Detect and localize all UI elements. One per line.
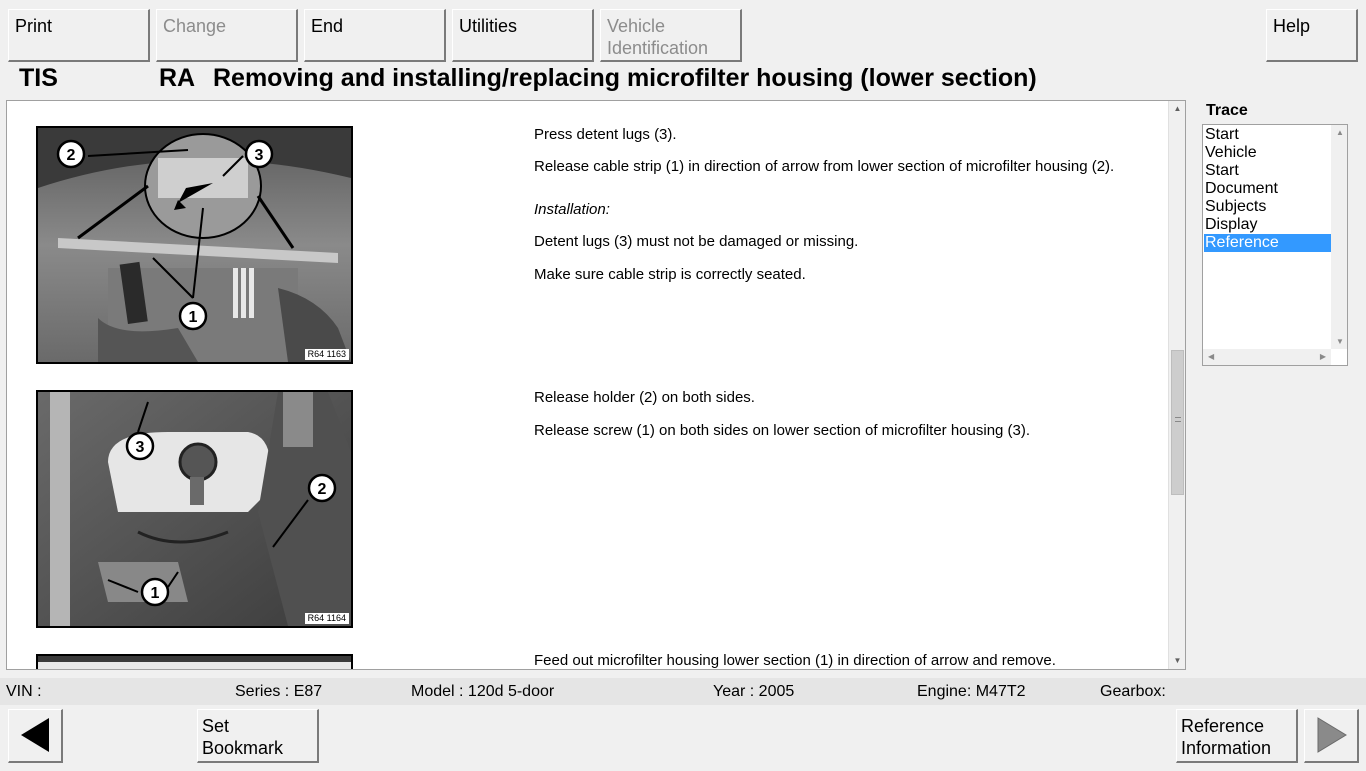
page-title: Removing and installing/replacing microfilter housing (lower section) xyxy=(213,64,1037,92)
title-row xyxy=(0,62,1366,96)
scroll-down-icon[interactable]: ▼ xyxy=(1173,656,1182,665)
change-button[interactable] xyxy=(156,9,298,62)
step-2-line-2: Release screw (1) on both sides on lower section of microfilter housing (3). xyxy=(534,422,1031,439)
status-series: Series : E87 xyxy=(235,683,323,700)
step-section-3 xyxy=(7,641,1169,669)
trace-item-start-2[interactable]: Start xyxy=(1205,162,1239,179)
document-panel[interactable] xyxy=(6,100,1186,670)
reference-information-label-line1: Reference xyxy=(1181,716,1265,736)
trace-item-reference[interactable]: Reference xyxy=(1204,234,1331,252)
trace-label: Trace xyxy=(1206,102,1248,119)
reference-information-button[interactable] xyxy=(1176,709,1298,763)
help-label: Help xyxy=(1273,16,1311,36)
step-3-photo xyxy=(36,654,353,669)
trace-item-document[interactable]: Document xyxy=(1205,180,1278,197)
photo-1-callout-2: 2 xyxy=(66,147,76,164)
engine-bay-photo-1 xyxy=(38,128,351,362)
engine-bay-photo-2 xyxy=(38,392,351,626)
step-section-1 xyxy=(7,101,1169,371)
photo-1-callout-1: 1 xyxy=(188,309,198,326)
step-1-line-4: Detent lugs (3) must not be damaged or missing. xyxy=(534,233,859,250)
end-label: End xyxy=(311,16,344,36)
forward-button[interactable] xyxy=(1304,709,1359,763)
vehicle-status-bar xyxy=(0,678,1366,705)
trace-list xyxy=(1204,126,1331,252)
set-bookmark-button[interactable] xyxy=(197,709,319,763)
photo-2-callout-1: 1 xyxy=(150,585,160,602)
end-button[interactable] xyxy=(304,9,446,62)
help-button[interactable] xyxy=(1266,9,1358,62)
app-name: TIS xyxy=(19,64,58,92)
triangle-left-icon xyxy=(9,710,61,760)
scroll-thumb[interactable] xyxy=(1171,350,1184,495)
trace-vertical-scrollbar[interactable] xyxy=(1331,125,1347,349)
document-content xyxy=(7,101,1169,669)
step-1-line-1: Press detent lugs (3). xyxy=(534,126,677,143)
trace-horizontal-scrollbar[interactable] xyxy=(1203,349,1331,365)
trace-scroll-left-icon[interactable]: ◀ xyxy=(1208,352,1215,361)
step-2-photo xyxy=(36,390,353,628)
utilities-button[interactable] xyxy=(452,9,594,62)
change-label: Change xyxy=(163,16,227,36)
vehicle-identification-label-line1: Vehicle xyxy=(607,16,666,36)
step-1-line-3: Installation: xyxy=(534,201,610,218)
status-engine: Engine: M47T2 xyxy=(917,683,1026,700)
trace-item-vehicle[interactable]: Vehicle xyxy=(1205,144,1257,161)
grip-icon xyxy=(1175,417,1181,422)
step-1-line-2: Release cable strip (1) in direction of arrow from lower section of microfilter housing (2). xyxy=(534,158,1115,175)
trace-item-start[interactable]: Start xyxy=(1205,126,1239,143)
print-button[interactable] xyxy=(8,9,150,62)
triangle-right-icon xyxy=(1305,710,1357,760)
trace-scroll-up-icon[interactable]: ▲ xyxy=(1336,128,1344,137)
set-bookmark-label-line1: Set xyxy=(202,716,230,736)
trace-list-box[interactable] xyxy=(1202,124,1348,366)
status-model: Model : 120d 5-door xyxy=(411,683,555,700)
step-1-photo xyxy=(36,126,353,364)
scroll-up-icon[interactable]: ▲ xyxy=(1173,104,1182,113)
back-button[interactable] xyxy=(8,709,63,763)
step-1-line-5: Make sure cable strip is correctly seated. xyxy=(534,266,806,283)
photo-1-callout-3: 3 xyxy=(254,147,264,164)
document-scrollbar[interactable] xyxy=(1168,101,1185,669)
trace-item-display[interactable]: Display xyxy=(1205,216,1258,233)
doc-type: RA xyxy=(159,64,196,92)
utilities-label: Utilities xyxy=(459,16,518,36)
trace-item-subjects[interactable]: Subjects xyxy=(1205,198,1267,215)
photo-2-callout-2: 2 xyxy=(317,481,327,498)
trace-scroll-right-icon[interactable]: ▶ xyxy=(1319,352,1326,361)
vehicle-identification-label-line2: Identification xyxy=(607,38,709,58)
step-section-2 xyxy=(7,371,1169,641)
reference-information-label-line2: Information xyxy=(1181,738,1272,758)
vehicle-identification-button[interactable] xyxy=(600,9,742,62)
status-gearbox: Gearbox: xyxy=(1100,683,1166,700)
trace-scroll-down-icon[interactable]: ▼ xyxy=(1336,337,1344,346)
step-2-line-1: Release holder (2) on both sides. xyxy=(534,389,755,406)
figure-ref-2: R64 1164 xyxy=(305,613,349,624)
engine-bay-photo-3 xyxy=(38,656,351,669)
photo-2-callout-3: 3 xyxy=(135,439,145,456)
status-year: Year : 2005 xyxy=(713,683,795,700)
set-bookmark-label-line2: Bookmark xyxy=(202,738,284,758)
status-vin: VIN : xyxy=(6,683,42,700)
print-label: Print xyxy=(15,16,53,36)
figure-ref-1: R64 1163 xyxy=(305,349,349,360)
step-3-line-1: Feed out microfilter housing lower section (1) in direction of arrow and remove. xyxy=(534,652,1056,669)
